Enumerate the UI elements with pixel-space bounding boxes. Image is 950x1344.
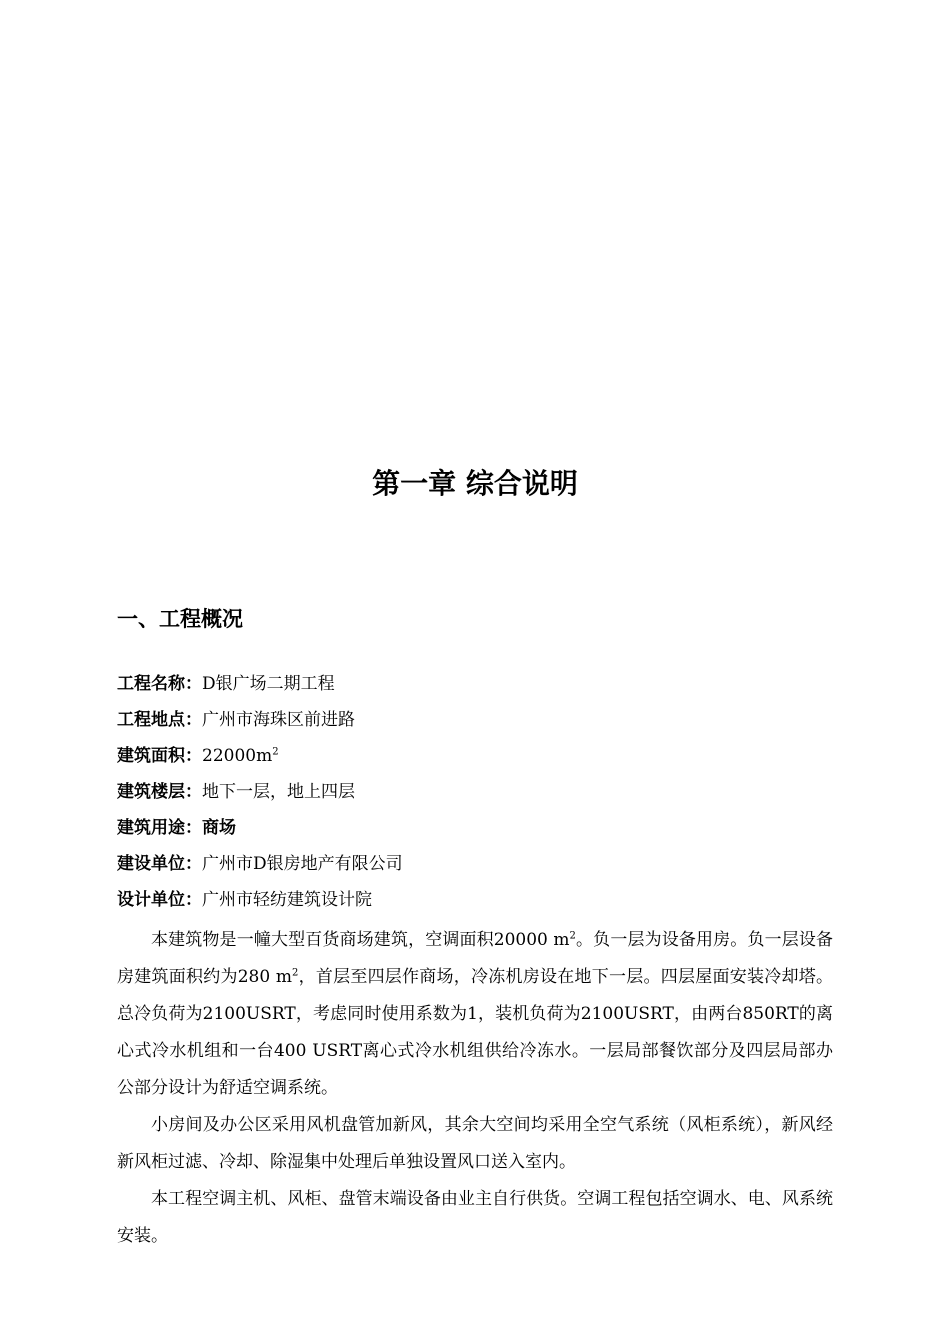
chapter-title: 第一章 综合说明 bbox=[372, 467, 578, 500]
info-row-developer bbox=[117, 851, 837, 887]
paragraph-text: 。负一层为设备用房。负一层设备房建筑面积约为280 m bbox=[117, 930, 833, 987]
info-label: 建设单位： bbox=[117, 854, 202, 874]
info-label: 建筑用途： bbox=[117, 818, 202, 838]
paragraph-text: ，首层至四层作商场，冷冻机房设在地下一层。四层屋面安装冷却塔。总冷负荷为2100USRT，考虑同时使用系数为1，装机负荷为2100USRT，由两台850RT的离心式冷水机组和一台400 USRT离心式冷水机组供给冷冻水。一层局部餐饮部分及四层局部办公部分设计为舒适空调系统。 bbox=[117, 967, 833, 1098]
info-row-designer bbox=[117, 887, 837, 923]
info-row-floors bbox=[117, 779, 837, 815]
project-info-list bbox=[117, 671, 837, 923]
paragraph-building-overview bbox=[117, 922, 833, 1107]
superscript: 2 bbox=[272, 746, 279, 758]
superscript: 2 bbox=[291, 967, 299, 979]
info-label: 建筑面积： bbox=[117, 746, 202, 766]
paragraph-text: 本建筑物是一幢大型百货商场建筑，空调面积20000 m bbox=[151, 930, 570, 950]
info-label: 工程名称： bbox=[117, 674, 202, 694]
section-title: 一、工程概况 bbox=[117, 607, 243, 631]
info-label: 工程地点： bbox=[117, 710, 202, 730]
info-value: 广州市海珠区前进路 bbox=[202, 710, 355, 730]
info-value: 22000m bbox=[202, 746, 273, 766]
info-label: 设计单位： bbox=[117, 890, 202, 910]
info-row-building-area bbox=[117, 743, 837, 779]
info-label: 建筑楼层： bbox=[117, 782, 202, 802]
info-row-usage bbox=[117, 815, 837, 851]
info-value: 广州市D银房地产有限公司 bbox=[202, 854, 403, 874]
info-row-project-name bbox=[117, 671, 837, 707]
superscript: 2 bbox=[569, 930, 576, 942]
info-value: 地下一层，地上四层 bbox=[202, 782, 355, 802]
info-row-project-location bbox=[117, 707, 837, 743]
info-value: 商场 bbox=[202, 818, 236, 838]
info-value: D银广场二期工程 bbox=[202, 674, 335, 694]
info-value: 广州市轻纺建筑设计院 bbox=[202, 890, 372, 910]
paragraph-air-system: 小房间及办公区采用风机盘管加新风，其余大空间均采用全空气系统（风柜系统），新风经新风柜过滤、冷却、除湿集中处理后单独设置风口送入室内。 bbox=[117, 1115, 833, 1172]
body-text bbox=[117, 922, 833, 1255]
paragraph-scope: 本工程空调主机、风柜、盘管末端设备由业主自行供货。空调工程包括空调水、电、风系统安装。 bbox=[117, 1189, 833, 1246]
